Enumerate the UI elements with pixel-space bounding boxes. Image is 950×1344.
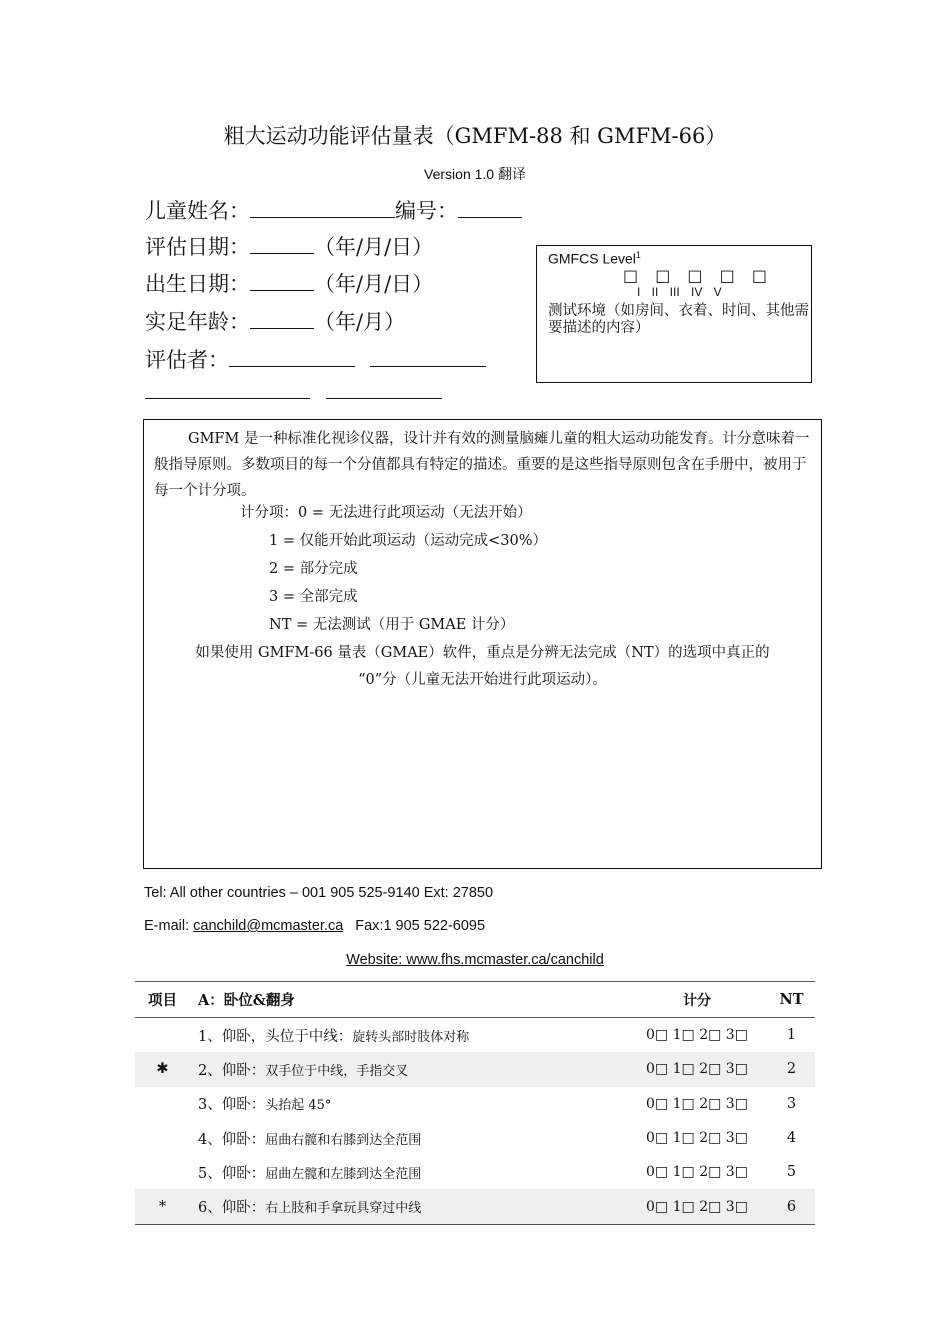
age-field[interactable] <box>250 308 314 329</box>
row-mark: ✱ <box>135 1052 190 1086</box>
number-field[interactable] <box>458 197 522 218</box>
phone-line: Tel: All other countries – 001 905 525-9140 Ext: 27850 <box>144 885 494 901</box>
row-score-checkboxes[interactable]: 0□ 1□ 2□ 3□ <box>646 1027 748 1044</box>
assess-date-field[interactable] <box>250 233 314 254</box>
row-nt: 2 <box>768 1052 815 1086</box>
row-mark: * <box>135 1189 190 1224</box>
age-format: （年/月） <box>314 310 406 334</box>
child-name-row <box>145 195 522 225</box>
fax-text: Fax:1 905 522-6095 <box>355 918 486 934</box>
child-name-field[interactable] <box>250 197 395 218</box>
row-mark <box>135 1018 190 1053</box>
email-line: E-mail: canchild@mcmaster.ca Fax:1 905 522-6095 <box>144 918 486 934</box>
row-nt: 5 <box>786 1164 797 1181</box>
assessor-field-4[interactable] <box>326 398 442 399</box>
email-link[interactable]: canchild@mcmaster.ca <box>193 918 344 934</box>
page-title: 粗大运动功能评估量表（GMFM-88 和 GMFM-66） <box>223 124 727 148</box>
score-table <box>135 981 815 1225</box>
table-header <box>135 982 815 1018</box>
version-label: Version 1.0 翻译 <box>424 166 526 182</box>
header-item: 项目 <box>135 982 190 1018</box>
table-row <box>135 1052 815 1086</box>
row-score-checkboxes[interactable]: 0□ 1□ 2□ 3□ <box>646 1095 748 1112</box>
gmfcs-label: GMFCS Level$^1$ <box>548 250 641 267</box>
header-section: A：卧位&翻身 <box>190 982 626 1018</box>
website-link[interactable]: Website: www.fhs.mcmaster.ca/canchild <box>346 952 604 968</box>
gmae-note-2: “0”分（儿童无法开始进行此项运动）。 <box>358 672 607 688</box>
gmfcs-level-labels: I II III IV V <box>637 285 722 299</box>
number-label: 编号： <box>395 199 458 223</box>
row-score-checkboxes[interactable]: 0□ 1□ 2□ 3□ <box>646 1164 748 1181</box>
score-line-2: 2 = 部分完成 <box>269 561 358 577</box>
age-row <box>145 306 405 336</box>
row-nt: 4 <box>786 1130 797 1147</box>
row-item: 4、仰卧：屈曲右髋和右膝到达全范围 <box>198 1131 422 1148</box>
row-mark <box>135 1087 190 1121</box>
score-line-0: 计分项：0 = 无法进行此项运动（无法开始） <box>240 505 532 521</box>
score-line-1: 1 = 仅能开始此项运动（运动完成<30%） <box>269 533 547 549</box>
assessor-field-3[interactable] <box>145 398 310 399</box>
row-score-checkboxes[interactable]: 0□ 1□ 2□ 3□ <box>626 1052 768 1086</box>
assess-date-row <box>145 231 433 261</box>
score-line-3: 3 = 全部完成 <box>269 589 358 605</box>
row-item: 1、仰卧，头位于中线：旋转头部时肢体对称 <box>198 1028 470 1045</box>
row-item: 3、仰卧：头抬起 45° <box>198 1097 332 1114</box>
gmfcs-checkboxes[interactable]: □ □ □ □ □ <box>623 266 773 285</box>
table-row <box>135 1087 815 1121</box>
assessor-field-1[interactable] <box>229 346 355 367</box>
row-nt: 3 <box>786 1095 797 1112</box>
instructions-box <box>143 419 822 869</box>
row-mark <box>135 1155 190 1189</box>
assessor-row <box>145 344 486 374</box>
child-name-label: 儿童姓名： <box>145 199 250 223</box>
birth-date-field[interactable] <box>250 270 314 291</box>
gmae-note-1: 如果使用 GMFM-66 量表（GMAE）软件，重点是分辨无法完成（NT）的选项中真正的 <box>195 645 770 661</box>
table-row <box>135 1155 815 1189</box>
row-mark <box>135 1121 190 1155</box>
birth-date-row <box>145 268 433 298</box>
row-score-checkboxes[interactable]: 0□ 1□ 2□ 3□ <box>626 1189 768 1224</box>
row-item: 5、仰卧：屈曲左髋和左膝到达全范围 <box>198 1165 422 1182</box>
table-row <box>135 1189 815 1224</box>
table-row <box>135 1121 815 1155</box>
test-environment-label: 测试环境（如房间、衣着、时间、其他需要描述的内容） <box>548 303 809 336</box>
row-nt: 1 <box>786 1027 797 1044</box>
header-nt: NT <box>768 982 815 1018</box>
assessor-field-2[interactable] <box>370 346 486 367</box>
birth-date-format: （年/月/日） <box>314 272 434 296</box>
birth-date-label: 出生日期： <box>145 272 250 296</box>
assess-date-format: （年/月/日） <box>314 235 434 259</box>
table-row <box>135 1018 815 1053</box>
score-line-nt: NT = 无法测试（用于 GMAE 计分） <box>269 617 515 633</box>
gmfcs-box <box>536 245 812 383</box>
age-label: 实足年龄： <box>145 310 250 334</box>
row-item: 6、仰卧：右上肢和手拿玩具穿过中线 <box>190 1189 626 1224</box>
header-score: 计分 <box>626 982 768 1018</box>
assess-date-label: 评估日期： <box>145 235 250 259</box>
assessor-label: 评估者： <box>145 348 229 372</box>
row-score-checkboxes[interactable]: 0□ 1□ 2□ 3□ <box>646 1130 748 1147</box>
row-item: 2、仰卧：双手位于中线，手指交叉 <box>190 1052 626 1086</box>
instructions-paragraph: GMFM 是一种标准化视诊仪器，设计并有效的测量脑瘫儿童的粗大运动功能发育。计分意味着一般指导原则。多数项目的每一个分值都具有特定的描述。重要的是这些指导原则包含在手册中，被用于每一个计分项。 <box>154 431 810 499</box>
row-nt: 6 <box>768 1189 815 1224</box>
